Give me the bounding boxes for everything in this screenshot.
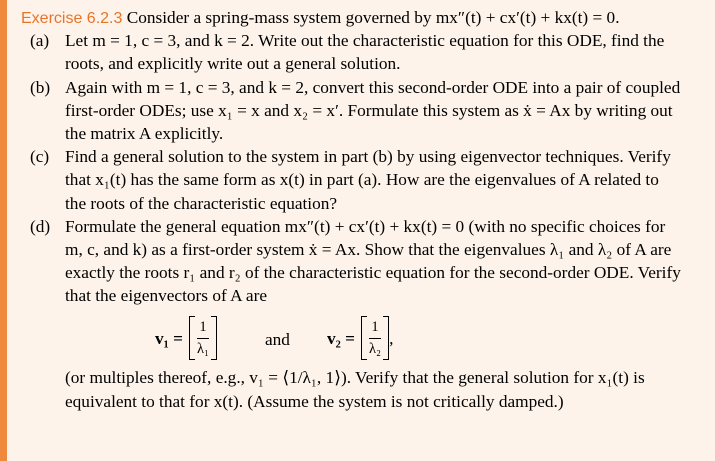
part-d-label: (d)	[30, 216, 51, 236]
part-b	[21, 76, 707, 146]
part-d-line: (or multiples thereof, e.g., v₁ = ⟨1/λ₁, 1⟩). Verify that the general solution for x₁(t) is	[65, 368, 645, 388]
vector-comma: ,	[389, 328, 394, 348]
part-d-line: exactly the roots r₁ and r₂ of the characteristic equation for the second-order ODE. Verify	[65, 263, 681, 283]
part-a-label: (a)	[30, 31, 50, 51]
v2-bottom: λ₂	[369, 341, 382, 358]
part-b-line: first-order ODEs; use x₁ = x and x₂ = x′. Formulate this system as ẋ = Ax by writing out	[65, 100, 673, 120]
part-c-line: the roots of the characteristic equation?	[65, 193, 338, 213]
part-d-line: that the eigenvectors of A are	[65, 286, 268, 306]
eigenvector-display	[65, 312, 707, 364]
v1-label: v₁ =	[155, 328, 183, 348]
part-b-line: the matrix A explicitly.	[65, 123, 224, 143]
and-word: and	[265, 330, 290, 350]
exercise-title: Exercise 6.2.3	[21, 10, 123, 27]
part-d-line: m, c, and k) as a first-order system ẋ = Ax. Show that the eigenvalues λ₁ and λ₂ of A are	[65, 239, 672, 259]
part-d	[21, 215, 707, 413]
part-a-line: roots, and explicitly write out a general solution.	[65, 54, 401, 74]
part-d-line: equivalent to that for x(t). (Assume the system is not critically damped.)	[65, 391, 564, 411]
eigenvector-v2	[327, 316, 393, 360]
exercise-header	[21, 6, 707, 29]
part-c	[21, 145, 707, 215]
part-c-line: Find a general solution to the system in part (b) by using eigenvector techniques. Verify	[65, 147, 671, 167]
v2-top: 1	[369, 317, 381, 339]
part-a	[21, 29, 707, 75]
part-c-line: that x₁(t) has the same form as x(t) in part (a). How are the eigenvalues of A related to	[65, 170, 659, 190]
eigenvector-v1	[155, 316, 217, 360]
part-b-label: (b)	[30, 77, 51, 97]
exercise-content	[21, 6, 707, 413]
part-c-label: (c)	[30, 147, 50, 167]
v1-top: 1	[197, 317, 209, 339]
v1-matrix	[189, 316, 217, 360]
accent-bar	[0, 0, 7, 461]
exercise-intro: Consider a spring-mass system governed by mx″(t) + cx′(t) + kx(t) = 0.	[126, 8, 620, 27]
v2-label: v₂ =	[327, 328, 355, 348]
part-d-line: Formulate the general equation mx″(t) + cx′(t) + kx(t) = 0 (with no specific choices for	[65, 216, 666, 236]
v2-matrix	[361, 316, 389, 360]
v1-bottom: λ₁	[197, 341, 210, 358]
part-b-line: Again with m = 1, c = 3, and k = 2, convert this second-order ODE into a pair of coupled	[65, 77, 681, 97]
part-a-line: Let m = 1, c = 3, and k = 2. Write out the characteristic equation for this ODE, find the	[65, 31, 665, 51]
